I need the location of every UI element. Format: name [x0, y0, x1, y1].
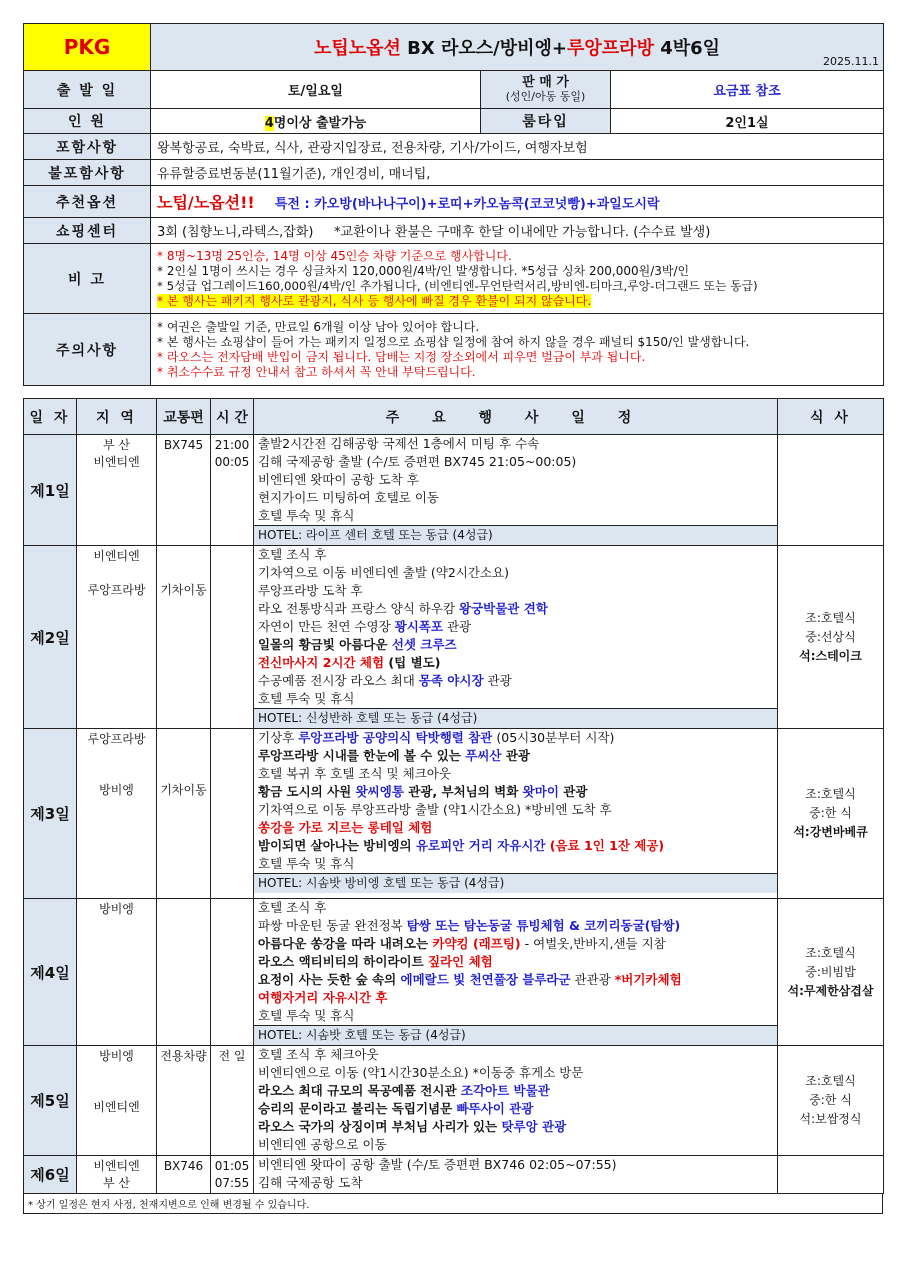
activity-text: 기상후 — [258, 730, 299, 745]
activity-line — [254, 600, 777, 618]
transport-cell: BX746 — [157, 1156, 211, 1194]
activity-cell — [254, 1046, 778, 1156]
activity-line: 여행자거리 자유시간 후 — [258, 990, 388, 1005]
activity-line — [254, 783, 777, 801]
title-no-tip: 노팁노옵션 — [313, 38, 401, 59]
remarks-label: 비 고 — [24, 244, 151, 314]
time-cell — [211, 546, 254, 729]
meal-breakfast: 조:호텔식 — [805, 787, 856, 801]
people-min-number: 4 — [264, 115, 274, 131]
activity-line: 비엔티엔 공항으로 이동 — [258, 1137, 387, 1152]
activity-text: 라오 전통방식과 프랑스 양식 하우캄 — [258, 601, 459, 616]
time-value: 07:55 — [214, 1176, 250, 1190]
activity-line: 호텔 투숙 및 휴식 — [258, 1008, 355, 1023]
day-label: 제1일 — [24, 435, 77, 546]
meal-cell — [778, 546, 884, 729]
caution-label: 주의사항 — [24, 314, 151, 386]
activity-text: 관광 — [442, 619, 472, 634]
activity-text: 황금 도시의 사원 — [258, 784, 356, 799]
activity-text: 라오스 액티비티의 하이라이트 — [258, 954, 429, 969]
activity-text: 라오스 최대 규모의 목공예품 전시관 — [258, 1083, 461, 1098]
meal-lunch: 중:비빔밥 — [805, 964, 856, 979]
highlight-that-luang: 탓루앙 관광 — [501, 1119, 567, 1134]
includes-value: 왕복항공료, 숙박료, 식사, 관광지입장료, 전용차량, 기사/가이드, 여행자보험 — [151, 134, 884, 160]
day-label: 제5일 — [24, 1046, 77, 1156]
title-luang: 루앙프라방 — [567, 38, 654, 59]
region-name: 루앙프라방 — [87, 583, 146, 597]
people-label: 인 원 — [24, 109, 151, 134]
highlight-watmai: 왓마이 — [522, 784, 559, 799]
schedule-row-day2 — [24, 546, 884, 729]
schedule-row-day5 — [24, 1046, 884, 1156]
activity-line: 김해 국제공항 출발 (수/토 증편편 BX745 21:05~00:05) — [258, 454, 577, 469]
caution-value — [151, 314, 884, 386]
activity-line: 호텔 투숙 및 휴식 — [258, 691, 355, 706]
activity-line: 호텔 투숙 및 휴식 — [258, 856, 355, 871]
highlight-kayaking: 카약킹 (래프팅) — [432, 936, 521, 951]
activity-text: 라오스 국가의 상징이며 부처님 사리가 있는 — [258, 1119, 502, 1134]
region-cell — [77, 1156, 157, 1194]
highlight-patuxai: 빠뚜사이 관광 — [456, 1101, 534, 1116]
activity-text: 아름다운 쏭강을 따라 내려오는 — [258, 936, 433, 951]
col-header-day: 일 자 — [24, 399, 77, 435]
region-cell — [77, 1046, 157, 1156]
schedule-table — [23, 398, 884, 1194]
activity-text: 자연이 만든 천연 수영장 — [258, 619, 395, 634]
highlight-blue-lagoon: 에메랄드 빛 천연풀장 블루라군 — [400, 972, 571, 987]
region-name: 비엔티엔 — [93, 1159, 140, 1173]
activity-text: 관광, 부처님의 벽화 — [403, 784, 523, 799]
activity-line — [254, 971, 777, 989]
time-value: 21:00 — [214, 438, 250, 452]
product-title — [151, 24, 884, 71]
price-label — [481, 71, 611, 109]
col-header-transport: 교통편 — [157, 399, 211, 435]
activity-line: 호텔 투숙 및 휴식 — [258, 508, 355, 523]
activity-cell — [254, 546, 778, 729]
day-label: 제6일 — [24, 1156, 77, 1194]
highlight-royal-palace: 왕궁박물관 견학 — [459, 601, 548, 616]
recommend-value — [151, 186, 884, 218]
time-value: 00:05 — [214, 455, 250, 469]
recommend-no-tip: 노팁/노옵션!! — [157, 193, 255, 212]
caution-line: * 라오스는 전자담배 반입이 금지 됩니다. 담배는 지정 장소외에서 피우면 벌금이 부과 됩니다. — [157, 349, 646, 364]
product-summary-table — [23, 23, 884, 386]
activity-text: 관광 — [501, 748, 530, 763]
time-cell — [211, 729, 254, 899]
hotel-line: HOTEL: 시솜밧 방비엥 호텔 또는 동급 (4성급) — [254, 873, 777, 893]
schedule-footnote: * 상기 일정은 현지 사정, 천재지변으로 인해 변경될 수 있습니다. — [23, 1194, 883, 1214]
time-cell — [211, 435, 254, 546]
region-name: 방비엥 — [99, 1049, 134, 1063]
transport-cell — [157, 729, 211, 899]
activity-line: 호텔 조식 후 — [258, 547, 327, 562]
activity-line: 호텔 조식 후 — [258, 900, 327, 915]
activity-text: 일몰의 황금빛 아름다운 — [258, 637, 392, 652]
time-value: 01:05 — [214, 1159, 250, 1173]
recommend-special: 특전 : 카오방(바나나구이)+로띠+카오놈콕(코코넛빵)+과일도시락 — [274, 197, 660, 212]
departure-value: 토/일요일 — [151, 71, 481, 109]
activity-text: 관관광 — [570, 972, 615, 987]
remark-line: * 8명~13명 25인승, 14명 이상 45인승 차량 기준으로 행사합니다. — [157, 248, 512, 263]
activity-cell — [254, 729, 778, 899]
transport-value: 기차이동 — [160, 783, 207, 797]
activity-text: (팁 별도) — [384, 655, 441, 670]
activity-text: 루앙프라방 시내를 한눈에 볼 수 있는 — [258, 748, 466, 763]
recommend-label: 추천옵션 — [24, 186, 151, 218]
activity-line — [254, 1082, 777, 1100]
activity-cell — [254, 1156, 778, 1194]
highlight-wood-museum: 조각아트 박물관 — [460, 1083, 550, 1098]
meal-dinner: 석:강변바베큐 — [793, 825, 868, 839]
activity-text: 파쌍 마운틴 동굴 완전정복 — [258, 918, 407, 933]
transport-cell — [157, 546, 211, 729]
highlight-night-market: 몽족 야시장 — [418, 673, 484, 688]
meal-cell — [778, 1156, 884, 1194]
activity-text: 관광 — [558, 784, 588, 799]
activity-line — [254, 935, 777, 953]
region-name: 비엔티엔 — [93, 1100, 140, 1114]
schedule-row-day3 — [24, 729, 884, 899]
highlight-tubing: 탐쌍 또는 탐논동굴 튜빙체험 & 코끼리동굴(탐쌍) — [406, 918, 681, 933]
remark-line: * 5성급 업그레이드160,000원/4박/인 추가됩니다, (비엔티엔-무언탄럭서리,방비엔-티마크,루앙-더그랜드 또는 동급) — [157, 278, 758, 293]
highlight-alms: 루앙프라방 공양의식 탁밧행렬 참관 — [298, 730, 493, 745]
excludes-label: 불포함사항 — [24, 160, 151, 186]
activity-line: 호텔 복귀 후 호텔 조식 및 체크아웃 — [258, 766, 451, 781]
region-name: 비엔티엔 — [93, 455, 140, 469]
region-name: 방비엥 — [99, 902, 134, 916]
activity-line — [254, 837, 777, 855]
remarks-value — [151, 244, 884, 314]
schedule-row-day4 — [24, 899, 884, 1046]
activity-cell — [254, 435, 778, 546]
highlight-zipline: 짚라인 체험 — [428, 954, 493, 969]
activity-line — [254, 1100, 777, 1118]
activity-line: 비엔티엔 왓따이 공항 도착 후 — [258, 472, 419, 487]
activity-line — [254, 729, 777, 747]
region-name: 루앙프라방 — [87, 732, 146, 746]
activity-line: 기차역으로 이동 비엔티엔 출발 (약2시간소요) — [258, 565, 509, 580]
meal-cell — [778, 435, 884, 546]
pkg-badge: PKG — [24, 24, 151, 71]
hotel-line: HOTEL: 라이프 센터 호텔 또는 동급 (4성급) — [254, 525, 777, 545]
hotel-line: HOTEL: 시솜밧 호텔 또는 동급 (4성급) — [254, 1025, 777, 1045]
departure-label: 출 발 일 — [24, 71, 151, 109]
activity-line — [254, 672, 777, 690]
time-cell — [211, 899, 254, 1046]
activity-line: 기차역으로 이동 루앙프라방 출발 (약1시간소요) *방비엔 도착 후 — [258, 802, 612, 817]
transport-cell: BX745 — [157, 435, 211, 546]
meal-cell — [778, 729, 884, 899]
schedule-row-day1 — [24, 435, 884, 546]
meal-breakfast: 조:호텔식 — [805, 1074, 856, 1088]
col-header-activity: 주 요 행 사 일 정 — [254, 399, 778, 435]
issue-date: 2025.11.1 — [823, 55, 880, 68]
caution-line: * 본 행사는 쇼핑샵이 들어 가는 패키지 일정으로 쇼핑샵 일정에 참여 하지 않을 경우 패널티 $150/인 발생합니다. — [157, 334, 750, 349]
activity-line — [254, 654, 777, 672]
caution-line: * 여권은 출발일 기준, 만료일 6개월 이상 남아 있어야 합니다. — [157, 319, 480, 334]
meal-dinner: 석:보쌈정식 — [799, 1112, 862, 1126]
meal-cell — [778, 1046, 884, 1156]
col-header-region: 지 역 — [77, 399, 157, 435]
excludes-value: 유류할증료변동분(11월기준), 개인경비, 매너팁, — [151, 160, 884, 186]
meal-lunch: 중:선상식 — [805, 629, 856, 644]
highlight-xiengthong: 왓씨엥통 — [355, 784, 404, 799]
highlight-phousi: 푸씨산 — [465, 748, 502, 763]
itinerary-document — [23, 23, 883, 1214]
shopping-value: 3회 (침향노니,라텍스,잡화) *교환이나 환불은 구매후 한달 이내에만 가능합니다. (수수료 발생) — [151, 218, 884, 244]
col-header-time: 시 간 — [211, 399, 254, 435]
col-header-meal: 식 사 — [778, 399, 884, 435]
price-label-sub: (성인/아동 동일) — [505, 89, 586, 103]
region-cell — [77, 899, 157, 1046]
time-cell: 전 일 — [211, 1046, 254, 1156]
highlight-european-street: 유로피안 거리 자유시간 — [415, 838, 546, 853]
region-name: 비엔티엔 — [93, 549, 140, 563]
activity-cell — [254, 899, 778, 1046]
schedule-row-day6 — [24, 1156, 884, 1194]
meal-lunch: 중:한 식 — [809, 1093, 852, 1107]
activity-line: 쏭강을 가로 지르는 롱테일 체험 — [258, 820, 433, 835]
price-label-main: 판 매 가 — [522, 74, 569, 90]
meal-dinner: 석:스테이크 — [799, 648, 862, 663]
meal-cell — [778, 899, 884, 1046]
activity-text: 수공예품 전시장 라오스 최대 — [258, 673, 419, 688]
activity-line — [254, 1118, 777, 1136]
remark-line-highlight: * 본 행사는 패키지 행사로 관광지, 식사 등 행사에 빠질 경우 환불이 되지 않습니다. — [157, 293, 592, 308]
activity-line: 출발2시간전 김해공항 국제선 1층에서 미팅 후 수속 — [258, 436, 540, 451]
transport-cell — [157, 899, 211, 1046]
region-name: 부 산 — [103, 1176, 130, 1190]
activity-line: 호텔 조식 후 체크아웃 — [258, 1047, 379, 1062]
people-value — [151, 109, 481, 134]
meal-lunch: 중:한 식 — [809, 806, 852, 820]
highlight-massage: 전신마사지 2시간 체험 — [258, 655, 385, 670]
activity-line: 루앙프라방 도착 후 — [258, 583, 363, 598]
activity-line: 김해 국제공항 도착 — [258, 1175, 363, 1190]
highlight-sunset-cruise: 선셋 크루즈 — [391, 637, 457, 652]
activity-text: 승리의 문이라고 불리는 독립기념문 — [258, 1101, 457, 1116]
room-value: 2인1실 — [611, 109, 884, 134]
activity-line: 비엔티엔 왓따이 공항 출발 (수/토 증편편 BX746 02:05~07:55) — [258, 1157, 617, 1172]
region-name: 방비엥 — [99, 783, 134, 797]
title-mid: BX 라오스/방비엥+ — [400, 38, 568, 59]
shopping-label: 쇼핑센터 — [24, 218, 151, 244]
includes-label: 포함사항 — [24, 134, 151, 160]
hotel-line: HOTEL: 신성반하 호텔 또는 동급 (4성급) — [254, 708, 777, 728]
transport-value: 기차이동 — [160, 583, 207, 597]
time-cell — [211, 1156, 254, 1194]
region-cell — [77, 546, 157, 729]
activity-text: - 여벌옷,반바지,샌들 지참 — [520, 936, 666, 951]
room-label: 룸타입 — [481, 109, 611, 134]
remark-line: * 2인실 1명이 쓰시는 경우 싱글차지 120,000원/4박/인 발생합니다. *5성급 싱차 200,000원/3박/인 — [157, 263, 690, 278]
activity-line — [254, 747, 777, 765]
meal-breakfast: 조:호텔식 — [805, 945, 856, 960]
day-label: 제2일 — [24, 546, 77, 729]
highlight-kuang-si: 꽝시폭포 — [394, 619, 443, 634]
activity-text: 밤이되면 살아나는 방비엥의 — [258, 838, 416, 853]
activity-line — [254, 953, 777, 971]
activity-line: 현지가이드 미팅하여 호텔로 이동 — [258, 490, 439, 505]
activity-line — [254, 917, 777, 935]
day-label: 제4일 — [24, 899, 77, 1046]
activity-line: 비엔티엔으로 이동 (약1시간30분소요) *이동중 휴게소 방문 — [258, 1065, 584, 1080]
title-end: 4박6일 — [653, 38, 721, 59]
day-label: 제3일 — [24, 729, 77, 899]
meal-dinner: 석:무제한삼겹살 — [787, 983, 874, 998]
activity-line — [254, 636, 777, 654]
people-value-rest: 명이상 출발가능 — [273, 115, 367, 131]
highlight-free-drink: (음료 1인 1잔 제공) — [545, 838, 665, 853]
meal-breakfast: 조:호텔식 — [805, 610, 856, 625]
activity-text: 요정이 사는 듯한 숲 속의 — [258, 972, 401, 987]
activity-text: (05시30분부터 시작) — [492, 730, 615, 745]
transport-cell: 전용차량 — [157, 1046, 211, 1156]
activity-line — [254, 618, 777, 636]
region-cell — [77, 729, 157, 899]
highlight-buggy: *버기카체험 — [614, 972, 682, 987]
region-cell — [77, 435, 157, 546]
activity-text: 관광 — [483, 673, 512, 688]
caution-line: * 취소수수료 규정 안내서 참고 하셔서 꼭 안내 부탁드립니다. — [157, 364, 476, 379]
region-name: 부 산 — [103, 438, 130, 452]
price-value: 요금표 참조 — [611, 71, 884, 109]
